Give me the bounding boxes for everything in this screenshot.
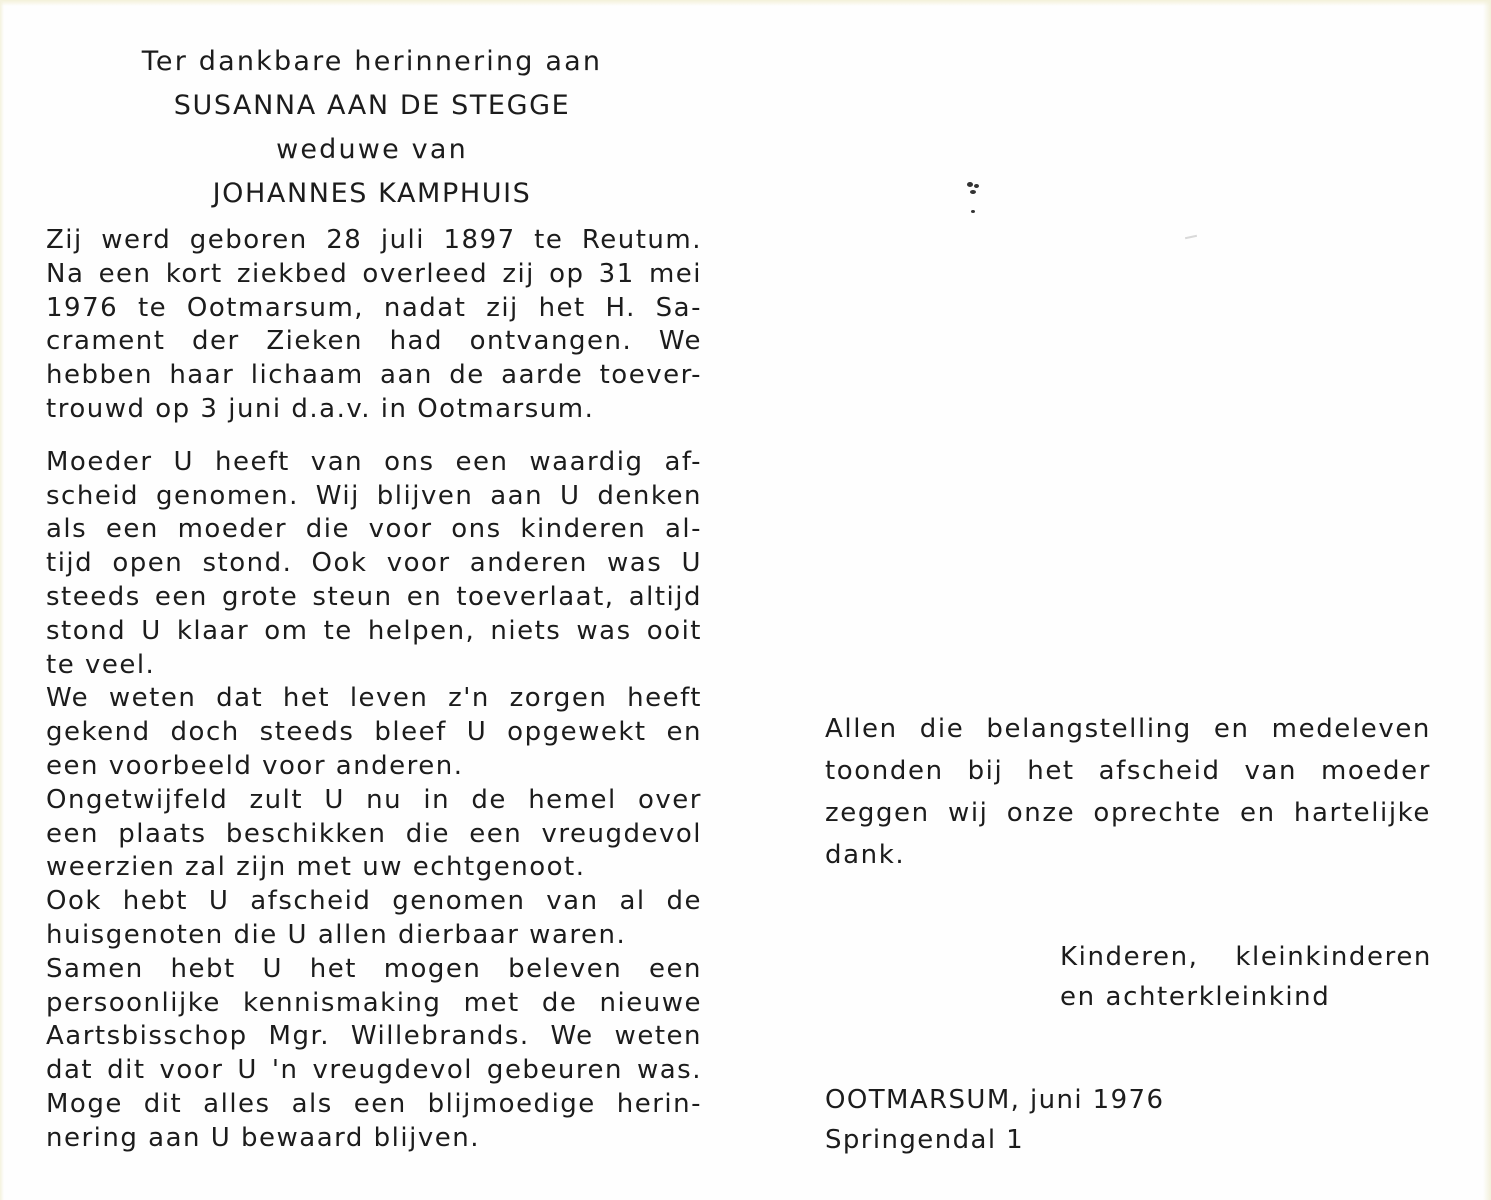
biography-paragraph [46,224,702,427]
tribute-line: te veel. [46,649,156,680]
thanks-line: zeggen wij onze oprechte en hartelijke [825,798,1431,828]
tribute-line: nering aan U bewaard blijven. [46,1122,480,1153]
thanks-line: Allen die belangstelling en medeleven [825,714,1431,744]
biography-line: trouwd op 3 juni d.a.v. in Ootmarsum. [46,393,595,424]
heading-intro: Ter dankbare herinnering aan [141,46,603,77]
tribute-line: als een moeder die voor ons kinderen al- [46,514,702,545]
tribute-line: scheid genomen. Wij blijven aan U denken [46,480,702,511]
tribute-line: huisgenoten die U allen dierbaar waren. [46,919,627,950]
scan-specks [965,180,985,220]
thanks-block [825,708,1431,876]
tribute-line: Ook hebt U afscheid genomen van al de [46,886,702,917]
biography-line: Na een kort ziekbed overleed zij op 31 mei [46,258,702,289]
tribute-line: Ongetwijfeld zult U nu in de hemel over [46,784,702,815]
scan-edge-left [0,0,4,1200]
signature-line: en achterkleinkind [1060,982,1331,1012]
tribute-line: Samen hebt U het mogen beleven een [46,953,702,984]
family-signature [1060,937,1432,1017]
biography-line: Zij werd geboren 28 juli 1897 te Reutum. [46,225,702,255]
biography-line: crament der Zieken had ontvangen. We [46,326,702,357]
thanks-line: dank. [825,840,906,870]
tribute-line: persoonlijke kennismaking met de nieuwe [46,987,702,1018]
card-heading [46,40,702,216]
tribute-line: steeds een grote steun en toeverlaat, altijd [46,581,702,612]
spouse-name: JOHANNES KAMPHUIS [212,178,532,209]
speck-dot [971,210,975,213]
speck-dot [970,190,976,194]
paragraph-gap [46,427,702,446]
thanks-line: toonden bij het afscheid van moeder [825,756,1431,786]
place-date-line: OOTMARSUM, juni 1976 [825,1085,1165,1115]
speck-dot [974,184,979,188]
tribute-line: een voorbeeld voor anderen. [46,750,464,781]
tribute-line: tijd open stond. Ook voor anderen was U [46,548,702,579]
scan-edge-right [1483,0,1491,1200]
place-and-date [825,1080,1164,1160]
tribute-line: weerzien zal zijn met uw echtgenoot. [46,852,586,883]
scan-smudge [1185,235,1197,239]
speck-dot [967,182,973,187]
tribute-line: Moeder U heeft van ons een waardig af- [46,446,702,477]
tribute-line: dat dit voor U 'n vreugdevol gebeuren was. [46,1055,702,1086]
address-line: Springendal 1 [825,1125,1025,1155]
heading-relation: weduwe van [276,134,468,165]
tribute-line: gekend doch steeds bleef U opgewekt en [46,717,702,748]
tribute-line: Moge dit alles als een blijmoedige herin- [46,1088,702,1119]
tribute-paragraph [46,446,702,1156]
deceased-name: SUSANNA AAN DE STEGGE [173,90,571,121]
tribute-line: stond U klaar om te helpen, niets was ooit [46,615,702,646]
left-column [46,40,702,1156]
thanks-paragraph [825,708,1431,876]
scan-edge-top [0,0,1491,6]
signature-line: Kinderen, kleinkinderen [1060,942,1432,972]
tribute-line: We weten dat het leven z'n zorgen heeft [46,683,702,714]
tribute-line: Aartsbisschop Mgr. Willebrands. We weten [46,1021,702,1052]
biography-line: hebben haar lichaam aan de aarde toever- [46,360,702,391]
biography-line: 1976 te Ootmarsum, nadat zij het H. Sa- [46,292,702,323]
tribute-line: een plaats beschikken die een vreugdevol [46,818,702,849]
